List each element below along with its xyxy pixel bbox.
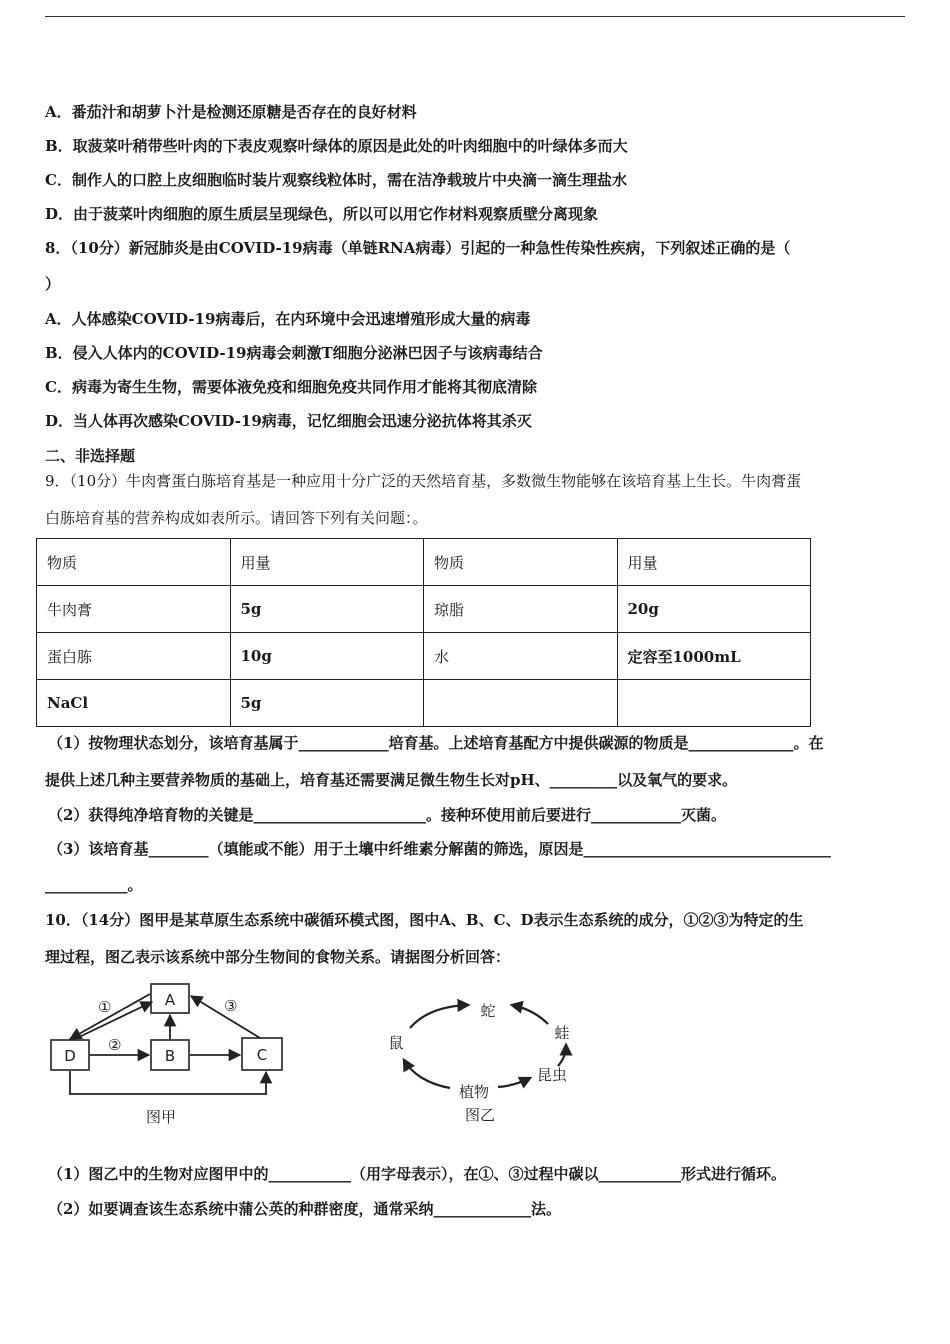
table-cell: 定容至1000mL <box>617 633 811 680</box>
table-cell: 琼脂 <box>424 586 618 633</box>
q8-option-b: B．侵入人体内的COVID-19病毒会刺激T细胞分泌淋巴因子与该病毒结合 <box>45 344 543 362</box>
organism-frog: 蛙 <box>554 1024 570 1042</box>
q10-part2: （2）如要调查该生态系统中蒲公英的种群密度，通常采纳_____________法。 <box>48 1200 561 1218</box>
q9-part3-line1: （3）该培育基________（填能或不能）用于土壤中纤维素分解菌的筛选，原因是_________________________________ <box>48 840 831 858</box>
node-c-label: C <box>256 1046 268 1064</box>
q8-option-d: D．当人体再次感染COVID-19病毒，记忆细胞会迅速分泌抗体将其杀灭 <box>45 412 532 430</box>
table-row <box>37 680 811 727</box>
top-rule <box>45 16 905 17</box>
table-cell <box>617 680 811 727</box>
table-header-cell: 用量 <box>617 539 811 586</box>
table-header-cell: 物质 <box>424 539 618 586</box>
table-cell: NaCl <box>37 680 231 727</box>
table-header-row <box>37 539 811 586</box>
q8-stem-end: ） <box>45 275 61 293</box>
q10-stem-line1: 10．（14分）图甲是某草原生态系统中碳循环模式图，图中A、B、C、D表示生态系统的成分，①②③为特定的生 <box>45 911 804 929</box>
organism-snake: 蛇 <box>480 1002 496 1020</box>
arrow-d-to-c <box>70 1071 266 1094</box>
arrow-mouse-to-snake <box>410 1005 468 1028</box>
q9-stem-line1: 9．（10分）牛肉膏蛋白胨培育基是一种应用十分广泛的天然培育基，多数微生物能够在该培育基上生长。牛肉膏蛋 <box>45 472 802 490</box>
node-a-label: A <box>164 991 176 1009</box>
marker-3: ③ <box>224 997 238 1015</box>
carbon-cycle-diagram <box>40 982 300 1127</box>
section-heading: 二、非选择题 <box>45 447 136 465</box>
q9-part3-line2: ___________。 <box>45 876 143 894</box>
node-d-label: D <box>64 1047 76 1065</box>
medium-composition-table <box>36 538 811 727</box>
node-b-label: B <box>164 1047 176 1065</box>
arrow-d-to-a <box>75 1002 152 1039</box>
table-cell: 20g <box>617 586 811 633</box>
q7-option-d: D．由于菠菜叶肉细胞的原生质层呈现绿色，所以可以用它作材料观察质壁分离现象 <box>45 205 599 223</box>
q7-option-b: B．取菠菜叶稍带些叶肉的下表皮观察叶绿体的原因是此处的叶肉细胞中的叶绿体多而大 <box>45 137 628 155</box>
organism-mouse: 鼠 <box>388 1034 404 1052</box>
q8-option-a: A．人体感染COVID-19病毒后，在内环境中会迅速增殖形成大量的病毒 <box>45 310 531 328</box>
table-cell <box>424 680 618 727</box>
organism-plant: 植物 <box>458 1083 490 1101</box>
table-header-cell: 物质 <box>37 539 231 586</box>
q9-part1-line2: 提供上述几种主要营养物质的基础上，培育基还需要满足微生物生长对pH、_________以及氧气的要求。 <box>45 771 738 789</box>
marker-1: ① <box>98 998 112 1016</box>
q7-option-a: A．番茄汁和胡萝卜汁是检测还原糖是否存在的良好材料 <box>45 103 417 121</box>
q10-part1: （1）图乙中的生物对应图甲中的___________（用字母表示），在①、③过程中碳以___________形式进行循环。 <box>48 1165 786 1183</box>
table-cell: 水 <box>424 633 618 680</box>
arrow-frog-to-snake <box>512 1005 548 1024</box>
fig-jia-caption: 图甲 <box>145 1108 177 1126</box>
arrow-plant-to-insect <box>498 1078 530 1087</box>
arrow-insect-to-frog <box>558 1045 566 1066</box>
organism-insect: 昆虫 <box>536 1066 568 1084</box>
table-cell: 5g <box>230 680 424 727</box>
arrow-plant-to-mouse <box>404 1060 450 1088</box>
table-cell: 蛋白胨 <box>37 633 231 680</box>
table-cell: 10g <box>230 633 424 680</box>
q7-option-c: C．制作人的口腔上皮细胞临时装片观察线粒体时，需在洁净载玻片中央滴一滴生理盐水 <box>45 171 627 189</box>
table-row <box>37 633 811 680</box>
table-header-cell: 用量 <box>230 539 424 586</box>
q8-option-c: C．病毒为寄生生物，需要体液免疫和细胞免疫共同作用才能将其彻底清除 <box>45 378 537 396</box>
table-cell: 5g <box>230 586 424 633</box>
food-web-diagram <box>380 994 600 1126</box>
q10-stem-line2: 理过程，图乙表示该系统中部分生物间的食物关系。请据图分析回答： <box>45 948 511 966</box>
marker-2: ② <box>108 1036 122 1054</box>
q9-part1-line1: （1）按物理状态划分，该培育基属于____________培育基。上述培育基配方中提供碳源的物质是______________。在 <box>48 734 824 752</box>
q9-stem-line2: 白胨培育基的营养构成如表所示。请回答下列有关问题：。 <box>45 509 428 527</box>
fig-yi-caption: 图乙 <box>464 1106 496 1124</box>
q9-part2: （2）获得纯净培育物的关键是_______________________。接种环使用前后要进行____________灭菌。 <box>48 806 726 824</box>
table-row <box>37 586 811 633</box>
table-cell: 牛肉膏 <box>37 586 231 633</box>
q8-stem: 8．（10分）新冠肺炎是由COVID-19病毒（单链RNA病毒）引起的一种急性传染性疾病，下列叙述正确的是（ <box>45 239 791 257</box>
